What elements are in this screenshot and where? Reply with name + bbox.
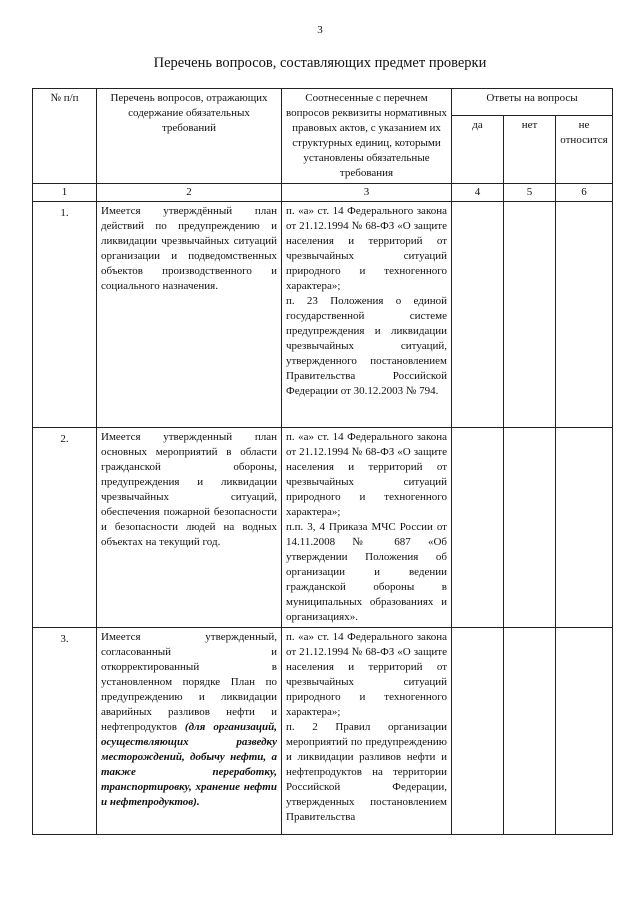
row-number: 2. (33, 428, 97, 628)
answer-no-cell[interactable] (504, 628, 556, 835)
table-row (33, 202, 613, 428)
question-text: Имеется утвержденный, согласованный и откорректированный в установленном порядке План по предупреждению и ликвидации аварийных разливов нефти и нефтепродуктов (101, 631, 277, 733)
question-text: Имеется утвержденный план основных мероприятий в области гражданской обороны, предупреждения и ликвидации чрезвычайных ситуаций, обеспечения пожарной безопасности и безопасности людей на водных объектах на текущий год. (97, 428, 282, 628)
answer-yes-cell[interactable] (452, 428, 504, 628)
answer-not-applicable-cell[interactable] (556, 202, 613, 428)
answer-yes-cell[interactable] (452, 202, 504, 428)
legal-acts-text: п. «а» ст. 14 Федерального закона от 21.12.1994 № 68-ФЗ «О защите населения и территорий от чрезвычайных ситуаций природного и техногенного характера»; п. 2 Правил организации мероприятий по предупреждению и ликвидации разливов нефти и нефтепродуктов на территории Российской Федерации, утвержденных постановлением Правительства (286, 631, 447, 823)
header-num: № п/п (33, 89, 97, 184)
header-yes: да (452, 116, 504, 184)
answer-not-applicable-cell[interactable] (556, 628, 613, 835)
column-numbers-row (33, 184, 613, 202)
header-legal-acts: Соотнесенные с перечнем вопросов реквизиты нормативных правовых актов, с указанием их структурных единиц, которыми установлены обязательные требования (282, 89, 452, 184)
answer-not-applicable-cell[interactable] (556, 428, 613, 628)
question-emphasis: (для организаций, осуществляющих разведку месторождений, добычу нефти, а также переработку, транспортировку, хранение нефти и нефтепродуктов). (101, 721, 277, 808)
column-number: 5 (504, 184, 556, 202)
page-number: 3 (317, 24, 323, 36)
inspection-checklist-table (32, 88, 613, 835)
column-number: 3 (282, 184, 452, 202)
column-number: 4 (452, 184, 504, 202)
legal-acts-cell (282, 628, 452, 835)
question-text: Имеется утверждённый план действий по предупреждению и ликвидации чрезвычайных ситуаций организации и подведомственных объектов производственного и социального назначения. (97, 202, 282, 428)
answer-no-cell[interactable] (504, 202, 556, 428)
header-answers: Ответы на вопросы (452, 89, 613, 116)
header-questions: Перечень вопросов, отражающих содержание обязательных требований (97, 89, 282, 184)
column-number: 2 (97, 184, 282, 202)
row-number: 1. (33, 202, 97, 428)
column-number: 1 (33, 184, 97, 202)
answer-yes-cell[interactable] (452, 628, 504, 835)
answer-no-cell[interactable] (504, 428, 556, 628)
row-number: 3. (33, 628, 97, 835)
legal-acts-text: п. «а» ст. 14 Федерального закона от 21.12.1994 № 68-ФЗ «О защите населения и территорий от чрезвычайных ситуаций природного и техногенного характера»; п. 23 Положения о единой государственной системе предупреждения и ликвидации чрезвычайных ситуаций, утвержденного постановлением Правительства Российской Федерации от 30.12.2003 № 794. (282, 202, 452, 428)
question-cell (97, 628, 282, 835)
column-number: 6 (556, 184, 613, 202)
header-no: нет (504, 116, 556, 184)
document-title: Перечень вопросов, составляющих предмет проверки (153, 55, 487, 71)
header-not-applicable: не относится (556, 116, 613, 184)
table-row (33, 428, 613, 628)
header-row (33, 89, 613, 116)
table-row (33, 628, 613, 835)
legal-acts-text: п. «а» ст. 14 Федерального закона от 21.12.1994 № 68-ФЗ «О защите населения и территорий от чрезвычайных ситуаций природного и техногенного характера»; п.п. 3, 4 Приказа МЧС России от 14.11.2008 № 687 «Об утверждении Положения об организации и ведении гражданской обороны в муниципальных образованиях и организациях». (282, 428, 452, 628)
